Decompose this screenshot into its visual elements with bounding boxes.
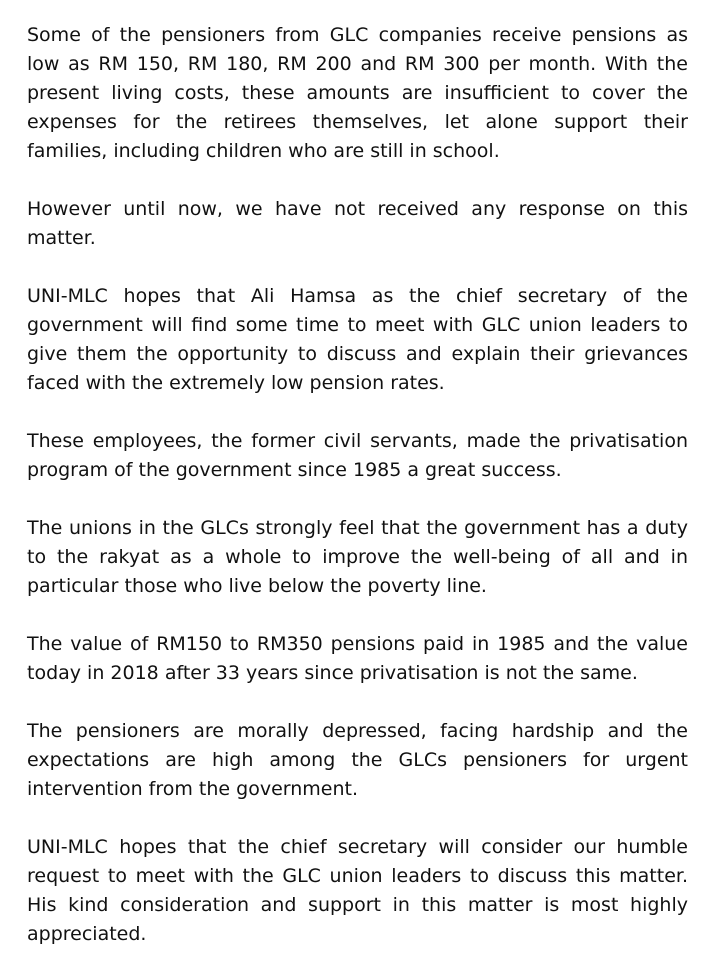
paragraph-pension-amounts: Some of the pensioners from GLC companies receive pensions as low as RM 150, RM 180, RM 200 and RM 300 per month. With the present living costs, these amounts are insufficient to cover the expenses for the retirees themselves, let alone support their families, including children who are still in school. bbox=[27, 24, 688, 162]
paragraph-closing-request: UNI-MLC hopes that the chief secretary will consider our humble request to meet with the GLC union leaders to discuss this matter. His kind consideration and support in this matter is most highly appreciated. bbox=[27, 836, 688, 945]
paragraph-privatisation-success: These employees, the former civil servants, made the privatisation program of the government since 1985 a great success. bbox=[27, 430, 688, 481]
paragraph-pension-value: The value of RM150 to RM350 pensions paid in 1985 and the value today in 2018 after 33 years since privatisation is not the same. bbox=[27, 633, 688, 684]
paragraph-meeting-hope: UNI-MLC hopes that Ali Hamsa as the chief secretary of the government will find some time to meet with GLC union leaders to give them the opportunity to discuss and explain their grievances faced with the extremely low pension rates. bbox=[27, 285, 688, 394]
paragraph-pensioner-hardship: The pensioners are morally depressed, facing hardship and the expectations are high among the GLCs pensioners for urgent intervention from the government. bbox=[27, 720, 688, 800]
paragraph-union-duty: The unions in the GLCs strongly feel that the government has a duty to the rakyat as a whole to improve the well-being of all and in particular those who live below the poverty line. bbox=[27, 517, 688, 597]
document-body bbox=[27, 21, 688, 949]
paragraph-no-response: However until now, we have not received any response on this matter. bbox=[27, 198, 688, 249]
